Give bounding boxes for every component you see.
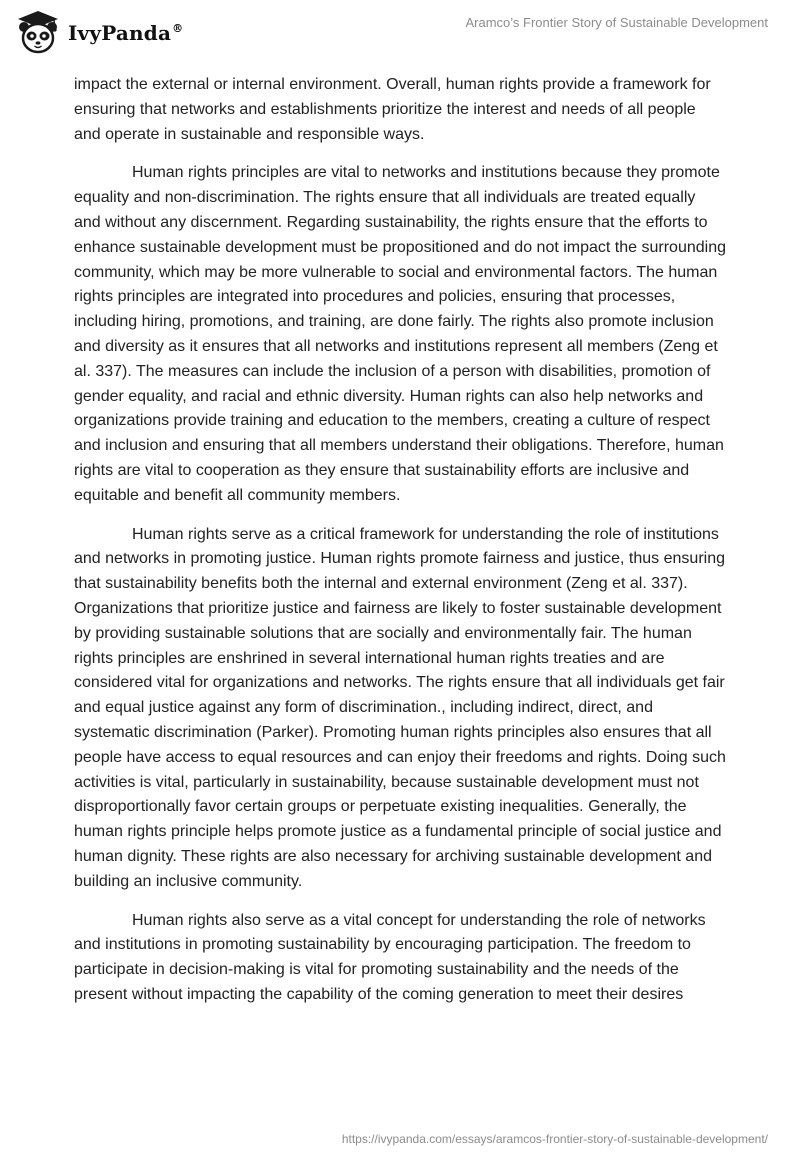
- essay-paragraph: Human rights principles are vital to networks and institutions because they promote equality and non-discrimination. The rights ensure that all individuals are treated equally and without any discernment. Regarding sustainability, the rights ensure that the efforts to enhance sustainable development must be propositioned and do not impact the surrounding community, which may be more vulnerable to social and environmental factors. The human rights principles are integrated into procedures and policies, ensuring that processes, including hiring, promotions, and training, are done fairly. The rights also promote inclusion and diversity as it ensures that all networks and institutions represent all members (Zeng et al. 337). The measures can include the inclusion of a person with disabilities, promotion of gender equality, and racial and ethnic diversity. Human rights can also help networks and organizations provide training and education to the members, creating a culture of respect and inclusion and ensuring that all members understand their obligations. Therefore, human rights are vital to cooperation as they ensure that sustainability efforts are inclusive and equitable and benefit all community members.: [74, 164, 726, 504]
- essay-body: [74, 73, 726, 1022]
- panda-graduate-icon: [14, 9, 62, 57]
- page-header: [0, 0, 800, 70]
- essay-paragraph: Human rights also serve as a vital concept for understanding the role of networks and institutions in promoting sustainability by encouraging participation. The freedom to participate in decision-making is vital for promoting sustainability and the needs of the present without impacting the capability of the coming generation to meet their desires: [74, 911, 706, 1003]
- brand-logo[interactable]: [14, 8, 183, 58]
- document-title: Aramco’s Frontier Story of Sustainable Development: [465, 15, 768, 30]
- essay-paragraph: Human rights serve as a critical framework for understanding the role of institutions and networks in promoting justice. Human rights promote fairness and justice, thus ensuring that sustainability benefits both the internal and external environment (Zeng et al. 337). Organizations that prioritize justice and fairness are likely to foster sustainable development by providing sustainable solutions that are socially and environmentally fair. The human rights principles are enshrined in several international human rights treaties and are considered vital for organizations and networks. The rights ensure that all individuals get fair and equal justice against any form of discrimination., including indirect, direct, and systematic discrimination (Parker). Promoting human rights principles also ensures that all people have access to equal resources and can enjoy their freedoms and rights. Doing such activities is vital, particularly in sustainability, because sustainable development must not disproportionally favor certain groups or perpetuate existing inequalities. Generally, the human rights principle helps promote justice as a fundamental principle of social justice and human dignity. These rights are also necessary for archiving sustainable development and building an inclusive community.: [74, 525, 726, 890]
- source-url[interactable]: https://ivypanda.com/essays/aramcos-frontier-story-of-sustainable-development/: [341, 1132, 768, 1146]
- brand-name: IvyPanda®: [68, 21, 184, 45]
- essay-paragraph: impact the external or internal environment. Overall, human rights provide a framework for ensuring that networks and establishments prioritize the interest and needs of all people and operate in sustainable and responsible ways.: [74, 76, 711, 143]
- registered-mark: ®: [172, 22, 184, 36]
